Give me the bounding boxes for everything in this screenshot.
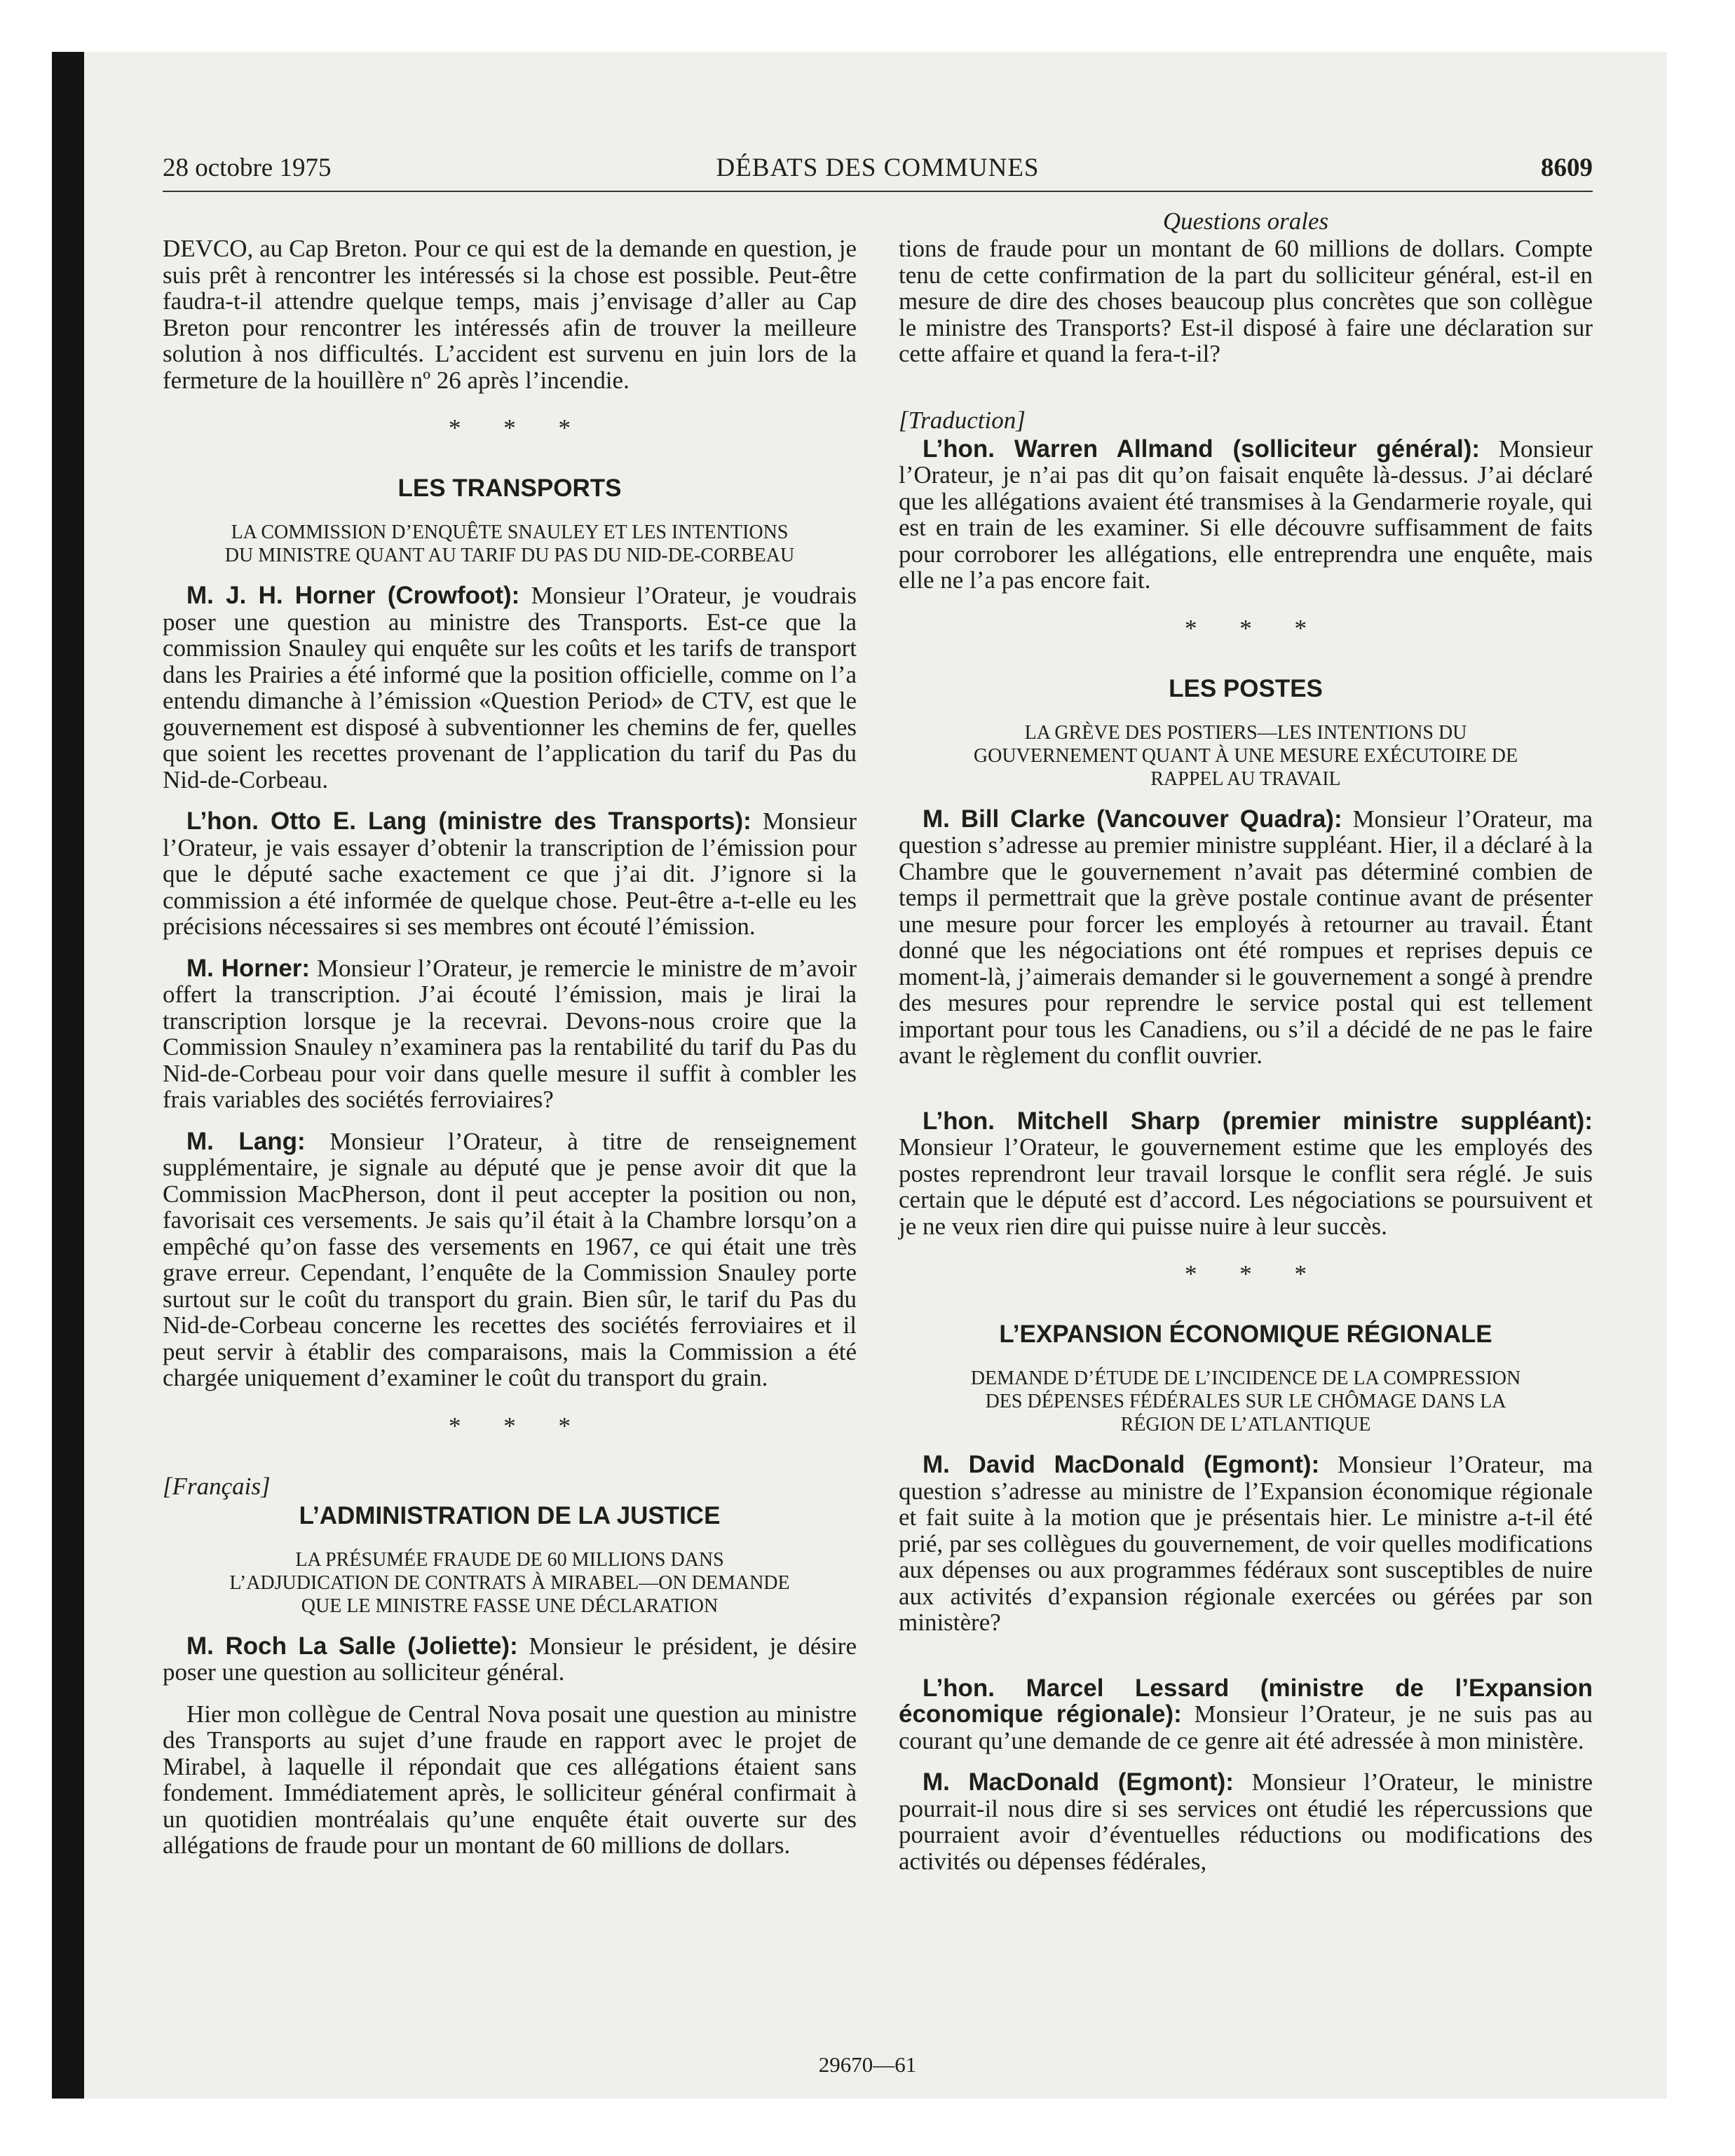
speaker-name: M. David MacDonald (Egmont):: [923, 1451, 1320, 1478]
speech-macdonald-1: [899, 1452, 1593, 1636]
speaker-name: L’hon. Warren Allmand (solliciteur général):: [923, 435, 1481, 463]
speaker-name: M. Roch La Salle (Joliette):: [186, 1632, 518, 1660]
continuation-paragraph: tions de fraude pour un montant de 60 millions de dollars. Compte tenu de cette confirmation de la part du solliciteur général, est-il en mesure de dire des choses beaucoup plus concrètes que son collègue le ministre des Transports? Est-il disposé à faire une déclaration sur cette affaire et quand la fera-t-il?: [899, 235, 1593, 367]
speech-clarke: [899, 806, 1593, 1069]
speech-text: Monsieur l’Orateur, je vais essayer d’obtenir la transcription de l’émission pour que le député sache exactement ce que j’ai dit. J’ignore si la commission a été informée de quelque chose. Peut-être a-t-elle eu les précisions nécessaires si ses membres ont écouté l’émission.: [163, 807, 857, 940]
subheading-line: DES DÉPENSES FÉDÉRALES SUR LE CHÔMAGE DANS LA: [985, 1391, 1506, 1412]
speech-macdonald-2: [899, 1769, 1593, 1874]
speech-text: Monsieur l’Orateur, ma question s’adresse au ministre de l’Expansion économique régionale et fait suite à la motion que je présentais hier. Le ministre a-t-il été prié, par ses collègues du gouvernement, de voir quelles modifications aux dépenses ou aux programmes fédéraux sont susceptibles de nuire aux activités d’expansion régionale exercées ou gérées par son ministère?: [899, 1451, 1593, 1636]
speech-text: Monsieur l’Orateur, le gouvernement estime que les employés des postes reprendront leur travail lorsque le conflit sera réglé. Je suis certain que le député est d’accord. Les négociations se poursuivent et je ne veux rien dire qui puisse nuire à leur succès.: [899, 1133, 1593, 1240]
subheading-line: DEMANDE D’ÉTUDE DE L’INCIDENCE DE LA COMPRESSION: [970, 1367, 1521, 1389]
header-date: 28 octobre 1975: [163, 153, 332, 182]
running-head: [163, 149, 1593, 192]
subheading-line: LA GRÈVE DES POSTIERS—LES INTENTIONS DU: [1024, 721, 1467, 744]
subheading-transports: [163, 521, 857, 567]
subheading-line: LA PRÉSUMÉE FRAUDE DE 60 MILLIONS DANS: [295, 1548, 724, 1571]
right-column: [899, 236, 1593, 1890]
speech-text: Monsieur le président, je désire poser une question au solliciteur général.: [163, 1632, 857, 1686]
subheading-expansion: [899, 1367, 1593, 1436]
heading-transports: LES TRANSPORTS: [397, 475, 622, 502]
speaker-name: L’hon. Marcel Lessard (ministre de l’Expansion économique régionale):: [899, 1674, 1593, 1728]
speech-text: Monsieur l’Orateur, ma question s’adresse au premier ministre suppléant. Hier, il a déclaré à la Chambre que le gouvernement n’avait pas déterminé combien de temps il permettrait que la grève postale continue avant de présenter une mesure pour forcer les employés à retourner au travail. Étant donné que les négociations ont été rompues et reprises depuis ce moment-là, j’aimerais demander si le gouvernement a songé à prendre des mesures pour reprendre le service postal qui est tellement important pour tous les Canadiens, ou s’il a décidé de ne pas le faire avant le règlement du conflit ouvrier.: [899, 805, 1593, 1069]
speaker-name: M. Horner:: [186, 954, 311, 982]
speaker-name: M. MacDonald (Egmont):: [923, 1768, 1234, 1796]
intro-paragraph: DEVCO, au Cap Breton. Pour ce qui est de la demande en question, je suis prêt à rencontrer les intéressés si la chose est possible. Peut-être faudra-t-il attendre quelque temps, mais j’envisage d’aller au Cap Breton pour rencontrer les intéressés afin de trouver la meilleure solution à nos difficultés. L’accident est survenu en juin lors de la fermeture de la houillère nº 26 après l’incendie.: [163, 235, 857, 394]
subheading-line: LA COMMISSION D’ENQUÊTE SNAULEY ET LES INTENTIONS: [231, 521, 789, 543]
subheading-line: L’ADJUDICATION DE CONTRATS À MIRABEL—ON DEMANDE: [229, 1571, 790, 1594]
speech-sharp: [899, 1108, 1593, 1240]
speech-horner-2: [163, 955, 857, 1113]
speaker-name: L’hon. Mitchell Sharp (premier ministre suppléant):: [923, 1107, 1593, 1135]
subheading-line: QUE LE MINISTRE FASSE UNE DÉCLARATION: [301, 1595, 719, 1617]
speech-lessard: [899, 1675, 1593, 1754]
speech-lang-2: [163, 1128, 857, 1391]
subheading-line: RAPPEL AU TRAVAIL: [1150, 767, 1341, 790]
subheading-justice: [163, 1548, 857, 1618]
speaker-name: M. Lang:: [186, 1127, 306, 1155]
speech-text: Monsieur l’Orateur, à titre de renseignement supplémentaire, je signale au député que je pense avoir dit que la Commission MacPherson, dont il peut accepter la position ou non, favorisait ces versements. Je sais qu’il était à la Chambre lorsqu’on a empêché qu’on fasse des versements en 1967, ce qui était une très grave erreur. Cependant, l’enquête de la Commission Snauley porte surtout sur le coût du transport du grain. Bien sûr, le tarif du Pas du Nid-de-Corbeau concerne les recettes des sociétés ferroviaires et il peut servir à établir des comparaisons, mais la Commission a été chargée uniquement d’examiner le coût du transport du grain.: [163, 1127, 857, 1391]
speaker-name: M. Bill Clarke (Vancouver Quadra):: [923, 805, 1342, 833]
subheading-line: GOUVERNEMENT QUANT À UNE MESURE EXÉCUTOIRE DE: [973, 744, 1518, 767]
subheading-line: RÉGION DE L’ATLANTIQUE: [1120, 1414, 1371, 1435]
speech-lang-1: [163, 808, 857, 940]
subheading-line: DU MINISTRE QUANT AU TARIF DU PAS DU NID-DE-CORBEAU: [224, 545, 795, 566]
speech-text: Monsieur l’Orateur, je ne suis pas au courant qu’une demande de ce genre ait été adressée à mon ministère.: [899, 1700, 1593, 1754]
speech-text: Monsieur l’Orateur, le ministre pourrait-il nous dire si ses services ont étudié les répercussions que pourraient avoir d’éventuelles réductions ou modifications des activités ou dépenses fédérales,: [899, 1768, 1593, 1875]
left-column: [163, 236, 857, 1874]
section-separator: * * *: [1185, 614, 1325, 642]
translation-note: [Traduction]: [899, 406, 1026, 434]
heading-expansion: L’EXPANSION ÉCONOMIQUE RÉGIONALE: [999, 1321, 1492, 1348]
speech-allmand: [899, 436, 1593, 594]
speaker-name: L’hon. Otto E. Lang (ministre des Transports):: [186, 807, 751, 835]
heading-postes: LES POSTES: [1169, 674, 1323, 702]
section-title: Questions orales: [1162, 207, 1329, 235]
header-publication: DÉBATS DES COMMUNES: [716, 153, 1040, 182]
speech-text: Monsieur l’Orateur, je remercie le ministre de m’avoir offert la transcription. J’ai écouté l’émission, mais je lirai la transcription lorsque je la recevrai. Devons-nous croire que la Commission Snauley n’examinera pas la rentabilité du tarif du Pas du Nid-de-Corbeau pour voir dans quelle mesure il suffit à combler les frais variables des sociétés ferroviaires?: [163, 954, 857, 1113]
speech-text: Monsieur l’Orateur, je voudrais poser une question au ministre des Transports. Est-ce que la commission Snauley qui enquête sur les coûts et les tarifs de transport dans les Prairies a été informé que la position officielle, comme on l’a entendu dimanche à l’émission «Question Period» de CTV, est que le gouvernement est disposé à subventionner les chemins de fer, quelles que soient les recettes provenant de l’application du tarif du Pas du Nid-de-Corbeau.: [163, 582, 857, 793]
section-separator: * * *: [1185, 1260, 1325, 1288]
footer-folio: 29670—61: [818, 2052, 917, 2077]
section-separator: * * *: [449, 1412, 589, 1440]
heading-justice: L’ADMINISTRATION DE LA JUSTICE: [299, 1501, 721, 1529]
speech-lasalle-1: [163, 1633, 857, 1686]
speaker-name: M. J. H. Horner (Crowfoot):: [186, 582, 520, 609]
header-page-number: 8609: [1541, 153, 1593, 182]
language-note: [Français]: [163, 1472, 271, 1500]
speech-text: Monsieur l’Orateur, je n’ai pas dit qu’on faisait enquête là-dessus. J’ai déclaré que les allégations avaient été transmises à la Gendarmerie royale, qui est en train de les examiner. Si elle découvre suffisamment de faits pour corroborer les allégations, elle entreprendra une enquête, mais elle ne l’a pas encore fait.: [899, 435, 1593, 594]
speech-lasalle-2: Hier mon collègue de Central Nova posait une question au ministre des Transports au sujet d’une fraude en rapport avec le projet de Mirabel, à laquelle il répondait que ces allégations étaient sans fondement. Immédiatement après, le solliciteur général confirmait à un quotidien montréalais qu’une enquête était ouverte sur des allégations de fraude pour un montant de 60 millions de dollars.: [163, 1700, 857, 1859]
speech-horner-1: [163, 582, 857, 793]
section-separator: * * *: [449, 414, 589, 442]
subheading-postes: [899, 721, 1593, 791]
scan-edge: [52, 52, 84, 2099]
